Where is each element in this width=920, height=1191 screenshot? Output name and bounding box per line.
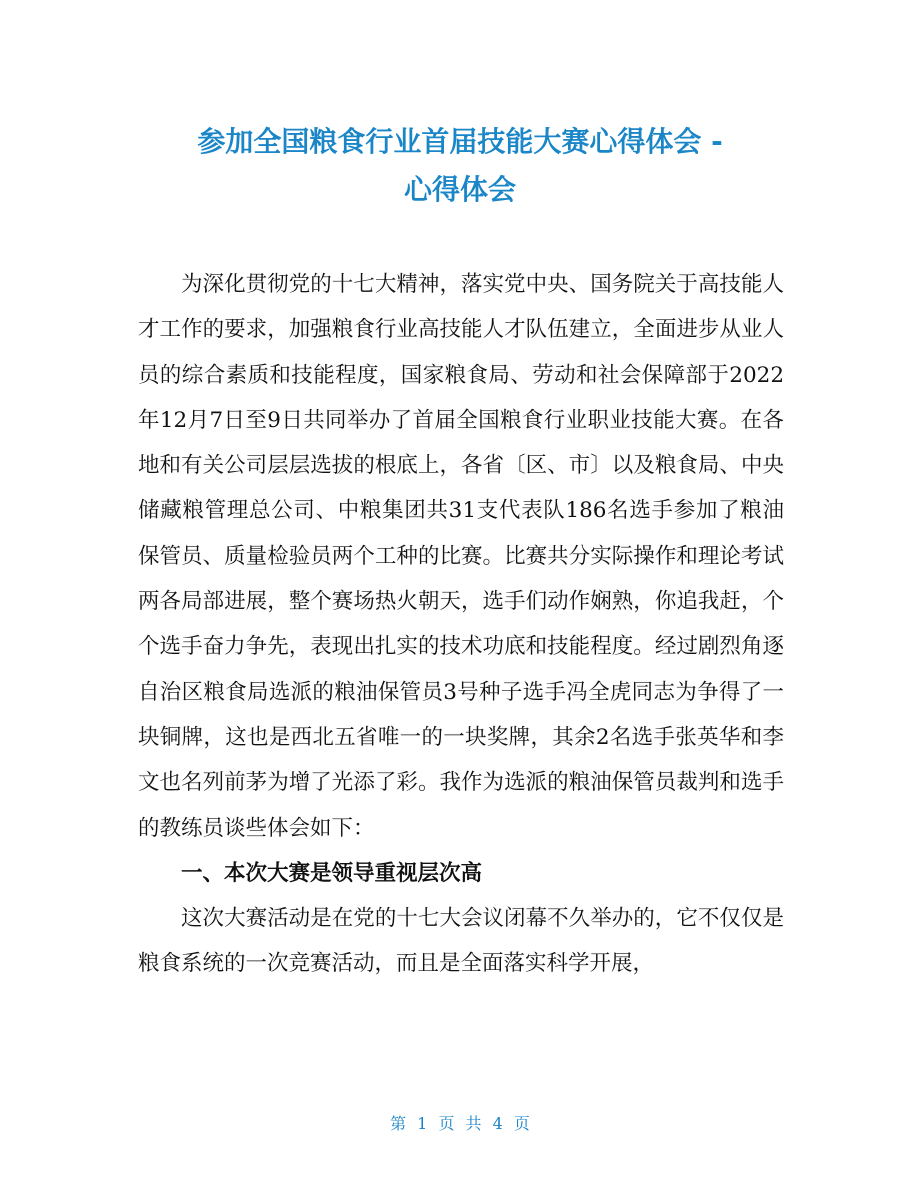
- paragraph-intro: 为深化贯彻党的十七大精神，落实党中央、国务院关于高技能人才工作的要求，加强粮食行业高技能人才队伍建立，全面进步从业人员的综合素质和技能程度，国家粮食局、劳动和社会保障部于2022年12月7日至9日共同举办了首届全国粮食行业职业技能大赛。在各地和有关公司层层选拔的根底上，各省〔区、市〕以及粮食局、中央储藏粮管理总公司、中粮集团共31支代表队186名选手参加了粮油保管员、质量检验员两个工种的比赛。比赛共分实际操作和理论考试两各局部进展，整个赛场热火朝天，选手们动作娴熟，你追我赶，个个选手奋力争先，表现出扎实的技术功底和技能程度。经过剧烈角逐自治区粮食局选派的粮油保管员3号种子选手冯全虎同志为争得了一块铜牌，这也是西北五省唯一的一块奖牌，其余2名选手张英华和李文也名列前茅为增了光添了彩。我作为选派的粮油保管员裁判和选手的教练员谈些体会如下：: [138, 272, 784, 841]
- document-body: [138, 262, 784, 987]
- paragraph-section-1: 这次大赛活动是在党的十七大会议闭幕不久举办的，它不仅仅是粮食系统的一次竞赛活动，而且是全面落实科学开展，: [138, 906, 784, 977]
- title-line-1: 参加全国粮食行业首届技能大赛心得体会 -: [197, 125, 723, 158]
- page-footer: 第 1 页 共 4 页: [390, 1114, 530, 1133]
- section-heading-1: 一、本次大赛是领导重视层次高: [181, 860, 483, 886]
- document-title: [120, 118, 800, 214]
- title-line-2: 心得体会: [403, 173, 516, 206]
